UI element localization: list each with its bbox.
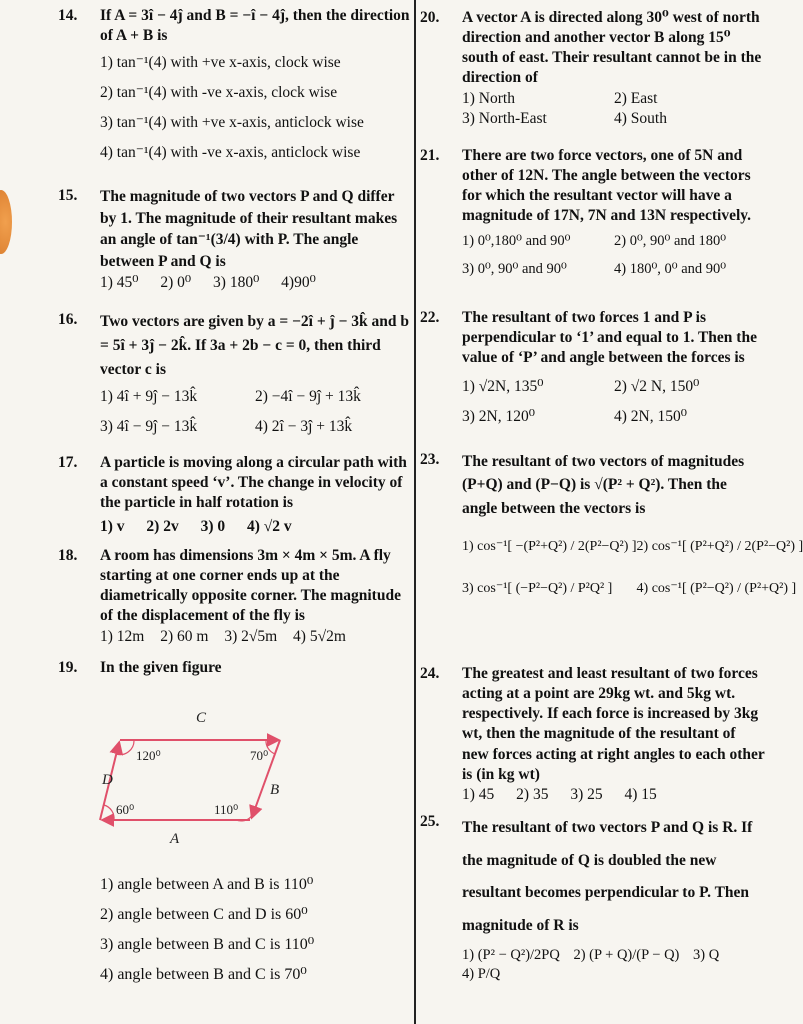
option-3[interactable]: 3) 2√5m (224, 627, 278, 645)
option-2[interactable]: 2) cos⁻¹[ (P²+Q²) / 2(P²−Q²) ] (636, 538, 803, 554)
question-number: 24. (420, 665, 440, 682)
question-21 (420, 146, 766, 283)
option-3[interactable]: 3) North-East (462, 109, 547, 127)
option-1[interactable]: 1) tan⁻¹(4) with +ve x-axis, clock wise (100, 54, 341, 72)
angle-arc (104, 805, 114, 820)
options (462, 526, 803, 610)
question-number: 14. (58, 7, 78, 24)
question-text: The resultant of two vectors of magnitudes (P+Q) and (P−Q) is √(P² + Q²). Then the angle between the vectors is (462, 453, 745, 517)
option-2[interactable]: 2) tan⁻¹(4) with -ve x-axis, clock wise (100, 84, 338, 102)
angle-arc (236, 806, 255, 821)
label-b: B (270, 782, 280, 798)
options (462, 785, 766, 805)
option-3[interactable]: 3) 25 (570, 785, 603, 803)
angle-label: 70⁰ (250, 748, 269, 763)
option-4[interactable]: 4) 2N, 150⁰ (614, 408, 687, 426)
question-text: A vector A is directed along 30⁰ west of north direction and another vector B along 15⁰ south of east. Their resultant cannot be in the direction of (462, 9, 762, 87)
question-24 (420, 664, 766, 805)
question-text: In the given figure (100, 659, 222, 676)
left-column (58, 0, 410, 1024)
options (462, 89, 766, 129)
option-3[interactable]: 3) cos⁻¹[ (−P²−Q²) / P²Q² ] (462, 580, 613, 596)
option-3[interactable]: 3) 180⁰ (213, 273, 260, 291)
option-1[interactable]: 1) angle between A and B is 110⁰ (100, 876, 314, 893)
option-4[interactable]: 4) 2î − 3ĵ + 13k̂ (255, 418, 353, 436)
question-number: 25. (420, 813, 440, 830)
option-2[interactable]: 2) 2v (146, 518, 179, 536)
question-text: The resultant of two vectors P and Q is R. If the magnitude of Q is doubled the new resultant becomes perpendicular to P. Then magnitude of R is (462, 819, 753, 934)
question-23 (420, 450, 803, 610)
option-4[interactable]: 4) 15 (624, 785, 657, 803)
question-text: A particle is moving along a circular path with a constant speed ‘v’. The change in velocity of the particle in half rotation is (100, 454, 407, 512)
right-column (420, 0, 803, 1024)
option-2[interactable]: 2) −4î − 9ĵ + 13k̂ (255, 388, 361, 406)
question-22 (420, 308, 766, 432)
question-number: 17. (58, 454, 78, 471)
option-2[interactable]: 2) 60 m (160, 627, 209, 645)
option-3[interactable]: 3) 2N, 120⁰ (462, 408, 535, 426)
option-4[interactable]: 4) 5√2m (293, 627, 346, 645)
column-divider (414, 0, 416, 1024)
option-3[interactable]: 3) 0 (200, 518, 226, 536)
question-18 (58, 546, 410, 647)
question-number: 20. (420, 9, 440, 26)
angle-label: 110⁰ (214, 802, 239, 817)
option-4[interactable]: 4) South (614, 109, 667, 127)
options (462, 227, 766, 283)
question-text: The magnitude of two vectors P and Q differ by 1. The magnitude of their resultant makes an angle of tan⁻¹(3/4) with P. The angle between P and Q is (100, 188, 398, 271)
option-1[interactable]: 1) 45⁰ (100, 273, 139, 291)
question-text: A room has dimensions 3m × 4m × 5m. A fly starting at one corner ends up at the diametrically opposite corner. The magnitude of the displacement of the fly is (100, 547, 401, 625)
option-2[interactable]: 2) 0⁰, 90⁰ and 180⁰ (614, 232, 727, 249)
option-3[interactable]: 3) Q (693, 947, 720, 964)
option-1[interactable]: 1) 12m (100, 627, 145, 645)
option-1[interactable]: 1) (P² − Q²)/2PQ (462, 947, 560, 964)
options (100, 517, 410, 537)
options (100, 48, 410, 168)
angle-label: 60⁰ (116, 802, 135, 817)
label-c: C (196, 710, 207, 726)
option-2[interactable]: 2) 0⁰ (160, 273, 192, 291)
question-number: 18. (58, 547, 78, 564)
angle-label: 120⁰ (136, 748, 161, 763)
option-3[interactable]: 3) 0⁰, 90⁰ and 90⁰ (462, 260, 567, 277)
option-1[interactable]: 1) 4î + 9ĵ − 13k̂ (100, 388, 198, 406)
question-text: If A = 3î − 4ĵ and B = −î − 4ĵ, then the direction of A + B is (100, 7, 410, 45)
option-4[interactable]: 4) P/Q (462, 966, 501, 983)
question-20 (420, 8, 766, 129)
options (100, 870, 314, 990)
thumb-photo-artifact (0, 190, 12, 254)
question-text: The greatest and least resultant of two forces acting at a point are 29kg wt. and 5kg wt. respectively. If each force is increased by 3kg wt, then the magnitude of the resultant of new forces acting at right angles to each other is (in kg wt) (462, 665, 765, 783)
option-1[interactable]: 1) cos⁻¹[ −(P²+Q²) / 2(P²−Q²) ] (462, 538, 637, 554)
question-number: 22. (420, 309, 440, 326)
question-text: The resultant of two forces 1 and P is perpendicular to ‘1’ and equal to 1. Then the value of ‘P’ and angle between the forces is (462, 309, 757, 367)
option-2[interactable]: 2) √2 N, 150⁰ (614, 378, 700, 396)
option-3[interactable]: 3) tan⁻¹(4) with +ve x-axis, anticlock wise (100, 114, 364, 132)
question-number: 16. (58, 311, 78, 328)
option-4[interactable]: 4)90⁰ (281, 273, 316, 291)
option-2[interactable]: 2) angle between C and D is 60⁰ (100, 906, 308, 923)
options (462, 946, 766, 984)
options (100, 382, 410, 442)
option-4[interactable]: 4) tan⁻¹(4) with -ve x-axis, anticlock wise (100, 144, 361, 162)
options (462, 372, 766, 432)
options (100, 627, 410, 647)
option-1[interactable]: 1) 0⁰,180⁰ and 90⁰ (462, 232, 571, 249)
option-3[interactable]: 3) 4î − 9ĵ − 13k̂ (100, 418, 198, 436)
question-number: 19. (58, 659, 78, 676)
option-1[interactable]: 1) v (100, 518, 125, 536)
question-number: 15. (58, 187, 78, 204)
question-14 (58, 6, 410, 168)
question-16 (58, 310, 410, 442)
option-1[interactable]: 1) North (462, 89, 515, 107)
option-1[interactable]: 1) √2N, 135⁰ (462, 378, 544, 396)
option-4[interactable]: 4) 180⁰, 0⁰ and 90⁰ (614, 260, 727, 277)
option-2[interactable]: 2) (P + Q)/(P − Q) (573, 947, 680, 964)
label-a: A (170, 831, 180, 847)
option-2[interactable]: 2) East (614, 89, 658, 107)
vector-parallelogram-figure (100, 688, 340, 848)
option-4[interactable]: 4) cos⁻¹[ (P²−Q²) / (P²+Q²) ] (636, 580, 797, 596)
option-2[interactable]: 2) 35 (516, 785, 549, 803)
question-number: 23. (420, 451, 440, 468)
question-number: 21. (420, 147, 440, 164)
option-3[interactable]: 3) angle between B and C is 110⁰ (100, 936, 315, 953)
question-19 (58, 658, 410, 983)
options (100, 273, 410, 293)
question-17 (58, 453, 410, 538)
question-text: There are two force vectors, one of 5N and other of 12N. The angle between the vectors for which the resultant vector will have a magnitude of 17N, 7N and 13N respectively. (462, 147, 752, 225)
option-4[interactable]: 4) √2 v (247, 518, 292, 536)
option-1[interactable]: 1) 45 (462, 785, 495, 803)
question-15 (58, 186, 410, 293)
option-4[interactable]: 4) angle between B and C is 70⁰ (100, 966, 307, 983)
question-text: Two vectors are given by a = −2î + ĵ − 3k̂ and b = 5î + 3ĵ − 2k̂. If 3a + 2b − c = 0, then third vector c is (100, 313, 410, 379)
label-d: D (102, 772, 113, 788)
question-25 (420, 812, 766, 984)
